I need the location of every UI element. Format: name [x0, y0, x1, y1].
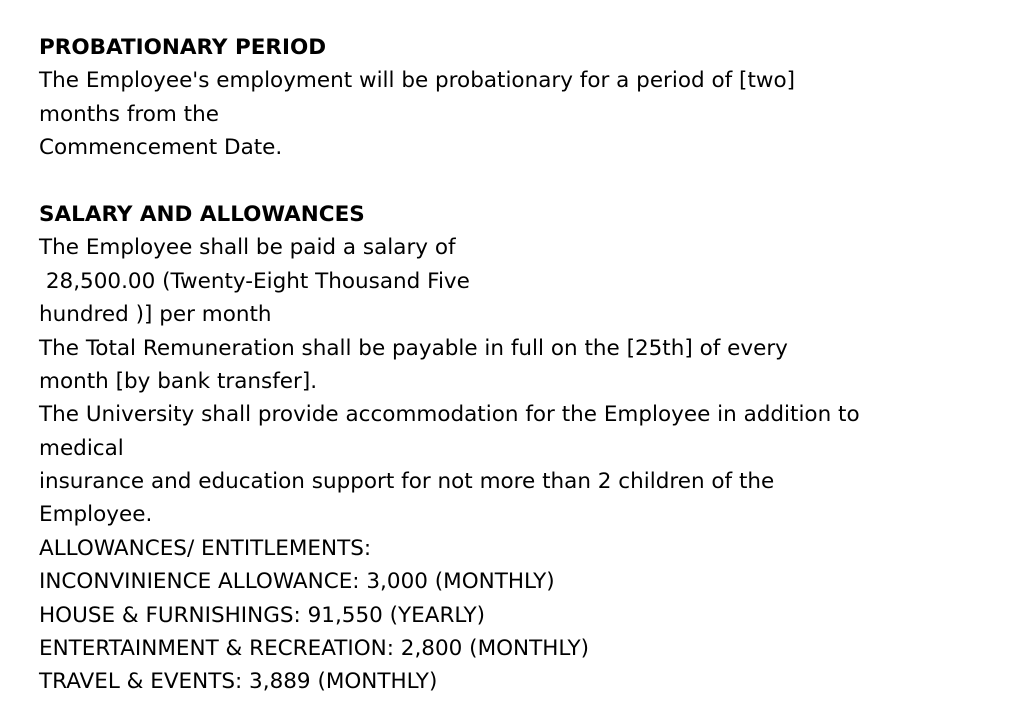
salary-line: The Employee shall be paid a salary of — [39, 235, 456, 261]
salary-line: 28,500.00 (Twenty-Eight Thousand Five — [39, 268, 470, 294]
probationary-line: months from the — [39, 101, 219, 127]
salary-allowances-heading: SALARY AND ALLOWANCES — [39, 201, 365, 227]
allowance-item: HOUSE & FURNISHINGS: 91,550 (YEARLY) — [39, 602, 486, 628]
salary-line: The University shall provide accommodation for the Employee in addition to — [39, 402, 860, 428]
section-spacer — [39, 165, 1009, 198]
salary-line: month [by bank transfer]. — [39, 368, 318, 394]
allowance-item: TRAVEL & EVENTS: 3,889 (MONTHLY) — [39, 669, 438, 695]
probationary-line: The Employee's employment will be probationary for a period of [two] — [39, 68, 796, 94]
salary-line: medical — [39, 435, 124, 461]
probationary-period-heading: PROBATIONARY PERIOD — [39, 35, 327, 60]
probationary-period-section — [39, 31, 1009, 165]
salary-line: The Total Remuneration shall be payable in full on the [25th] of every — [39, 335, 788, 361]
document-body — [39, 31, 1009, 699]
allowance-item: ENTERTAINMENT & RECREATION: 2,800 (MONTHLY) — [39, 636, 590, 662]
probationary-line: Commencement Date. — [39, 135, 283, 161]
allowance-item: INCONVINIENCE ALLOWANCE: 3,000 (MONTHLY) — [39, 569, 555, 595]
salary-allowances-section — [39, 198, 1009, 532]
salary-line: Employee. — [39, 502, 153, 528]
allowances-entitlements-section — [39, 532, 1009, 699]
allowances-entitlements-heading: ALLOWANCES/ ENTITLEMENTS: — [39, 535, 372, 561]
salary-line: insurance and education support for not more than 2 children of the — [39, 469, 775, 495]
salary-line: hundred )] per month — [39, 302, 272, 328]
